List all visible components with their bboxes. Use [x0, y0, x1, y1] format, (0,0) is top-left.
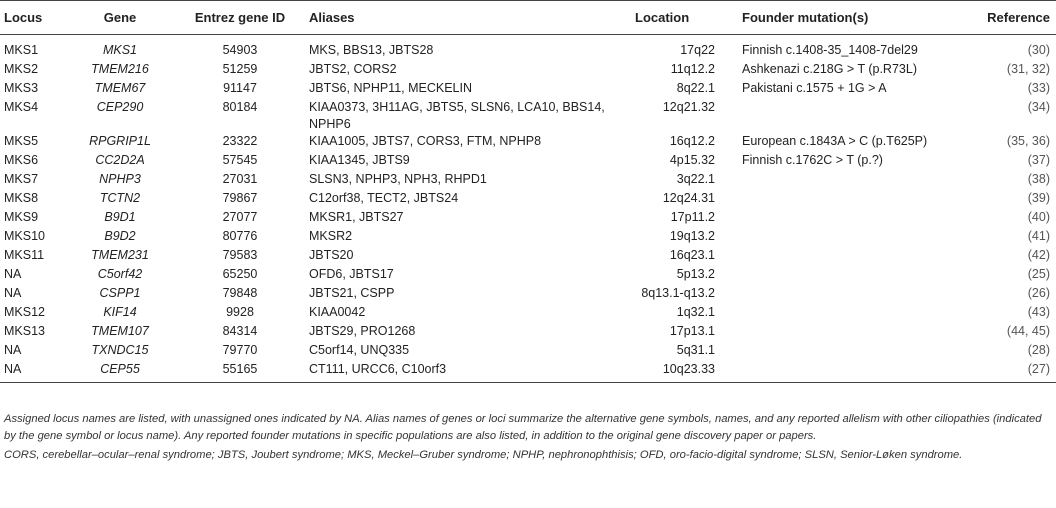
cell-founder	[738, 342, 970, 361]
cell-entrez: 79583	[222, 248, 258, 262]
cell-location: 10q23.33	[625, 361, 738, 383]
table-row	[0, 133, 1056, 152]
cell-location: 4p15.32	[669, 153, 715, 167]
cell-locus: NA	[4, 343, 22, 357]
cell-aliases: CT111, URCC6, C10orf3	[305, 361, 625, 383]
cell-location: 5q31.1	[676, 343, 715, 357]
cell-founder: Pakistani c.1575 + 1G > A	[742, 81, 887, 95]
cell-aliases: JBTS6, NPHP11, MECKELIN	[309, 81, 473, 95]
cell-entrez: 79770	[222, 343, 258, 357]
cell-founder	[738, 247, 970, 266]
cell-locus: NA	[0, 361, 65, 383]
cell-aliases: JBTS29, PRO1268	[309, 324, 416, 338]
cell-founder	[738, 266, 970, 285]
table-row	[0, 80, 1056, 99]
cell-location: 17p11.2	[670, 210, 715, 224]
table-row	[0, 190, 1056, 209]
cell-reference: (30)	[1027, 43, 1050, 57]
table-row	[0, 285, 1056, 304]
cell-reference: (25)	[1027, 267, 1050, 281]
cell-gene: CSPP1	[99, 286, 141, 300]
cell-location: 12q21.32	[662, 100, 715, 114]
cell-founder: Ashkenazi c.218G > T (p.R73L)	[742, 62, 917, 76]
cell-location: 16q23.1	[669, 248, 715, 262]
cell-location: 19q13.2	[669, 229, 715, 243]
cell-locus: MKS5	[4, 134, 39, 148]
cell-aliases: JBTS2, CORS2	[309, 62, 397, 76]
cell-locus: NA	[4, 286, 22, 300]
cell-entrez: 57545	[222, 153, 258, 167]
cell-entrez: 54903	[222, 43, 258, 57]
cell-founder	[738, 285, 970, 304]
table-row	[0, 361, 1056, 383]
cell-locus: MKS13	[4, 324, 45, 338]
header-gene: Gene	[65, 1, 175, 35]
cell-gene: TMEM67	[94, 81, 146, 95]
table-row	[0, 247, 1056, 266]
cell-entrez: 51259	[222, 62, 258, 76]
cell-location: 12q24.31	[662, 191, 715, 205]
cell-gene: B9D2	[104, 229, 136, 243]
cell-aliases: OFD6, JBTS17	[309, 267, 394, 281]
cell-gene: CEP55	[65, 361, 175, 383]
cell-entrez: 91147	[223, 81, 257, 95]
cell-founder: Finnish c.1762C > T (p.?)	[742, 153, 883, 167]
cell-gene: MKS1	[102, 43, 138, 57]
cell-entrez: 27031	[222, 172, 258, 186]
cell-aliases: C12orf38, TECT2, JBTS24	[309, 191, 459, 205]
cell-reference: (27)	[970, 361, 1056, 383]
cell-aliases: KIAA0042	[309, 305, 366, 319]
header-entrez: Entrez gene ID	[175, 1, 305, 35]
cell-locus: MKS11	[4, 248, 45, 262]
cell-location: 5p13.2	[676, 267, 715, 281]
cell-reference: (42)	[1027, 248, 1050, 262]
cell-reference: (41)	[1027, 229, 1050, 243]
cell-aliases: C5orf14, UNQ335	[309, 343, 410, 357]
cell-reference: (34)	[1027, 100, 1050, 114]
table-row	[0, 35, 1056, 62]
cell-location: 11q12.2	[670, 62, 715, 76]
table-footnotes	[4, 411, 1052, 464]
cell-gene: C5orf42	[97, 267, 143, 281]
cell-founder	[738, 209, 970, 228]
cell-reference: (43)	[1027, 305, 1050, 319]
cell-founder	[738, 304, 970, 323]
cell-founder	[738, 361, 970, 383]
header-row	[0, 1, 1056, 35]
cell-entrez: 79848	[222, 286, 258, 300]
cell-location: 17q22	[680, 43, 715, 57]
cell-aliases: KIAA1345, JBTS9	[309, 153, 410, 167]
cell-entrez: 84314	[222, 324, 258, 338]
header-aliases: Aliases	[305, 1, 625, 35]
cell-gene: RPGRIP1L	[89, 134, 151, 148]
cell-entrez: 80184	[222, 100, 258, 114]
table-row	[0, 342, 1056, 361]
header-reference: Reference	[970, 1, 1056, 35]
cell-reference: (38)	[1027, 172, 1050, 186]
cell-gene: B9D1	[104, 210, 136, 224]
cell-locus: MKS1	[4, 43, 39, 57]
cell-entrez: 80776	[222, 229, 258, 243]
cell-founder	[738, 171, 970, 190]
cell-entrez: 79867	[222, 191, 258, 205]
cell-entrez: 9928	[226, 305, 254, 319]
cell-aliases: MKSR2	[309, 229, 353, 243]
cell-founder	[738, 190, 970, 209]
cell-locus: MKS12	[4, 305, 45, 319]
cell-reference: (31, 32)	[1006, 62, 1050, 76]
cell-reference: (35, 36)	[1006, 134, 1050, 148]
cell-locus: MKS6	[4, 153, 39, 167]
table-row	[0, 171, 1056, 190]
cell-location: 8q13.1-q13.2	[641, 286, 715, 300]
cell-founder	[738, 228, 970, 247]
cell-reference: (44, 45)	[1006, 324, 1050, 338]
cell-gene: TMEM216	[91, 62, 149, 76]
cell-gene: TXNDC15	[91, 343, 149, 357]
cell-aliases: SLSN3, NPHP3, NPH3, RHPD1	[309, 172, 487, 186]
cell-location: 17p13.1	[669, 324, 715, 338]
cell-aliases: JBTS20	[309, 248, 354, 262]
cell-gene: NPHP3	[99, 172, 141, 186]
cell-founder: Finnish c.1408-35_1408-7del29	[742, 43, 918, 57]
header-location: Location	[625, 1, 738, 35]
cell-founder	[738, 99, 970, 133]
abbreviations-paragraph: CORS, cerebellar–ocular–renal syndrome; JBTS, Joubert syndrome; MKS, Meckel–Gruber syndrome; NPHP, nephronophthisis; OFD, oro-facio-digital syndrome; SLSN, Senior-Løken syndrome.	[4, 449, 963, 461]
cell-location: 16q12.2	[669, 134, 715, 148]
cell-reference: (39)	[1027, 191, 1050, 205]
cell-aliases: JBTS21, CSPP	[309, 286, 395, 300]
cell-entrez: 55165	[175, 361, 305, 383]
cell-reference: (40)	[1027, 210, 1050, 224]
table-row	[0, 209, 1056, 228]
cell-aliases: MKSR1, JBTS27	[309, 210, 404, 224]
cell-location: 3q22.1	[676, 172, 715, 186]
table-row	[0, 304, 1056, 323]
table-row	[0, 152, 1056, 171]
cell-locus: MKS2	[4, 62, 39, 76]
cell-aliases: MKS, BBS13, JBTS28	[309, 43, 434, 57]
cell-locus: MKS3	[4, 81, 39, 95]
cell-locus: MKS9	[4, 210, 39, 224]
cell-gene: CC2D2A	[95, 153, 145, 167]
footnote-paragraph: Assigned locus names are listed, with unassigned ones indicated by NA. Alias names of genes or loci summarize the alternative gene symbols, names, and any reported allelism with other ciliopathies (indicated by the gene symbol or locus name). Any reported founder mutations in specific populations are also listed, in addition to the original gene discovery paper or papers.	[4, 413, 1042, 442]
cell-reference: (26)	[1027, 286, 1050, 300]
header-founder: Founder mutation(s)	[738, 1, 970, 35]
table-row	[0, 99, 1056, 133]
cell-locus: MKS4	[4, 100, 39, 114]
cell-aliases: KIAA1005, JBTS7, CORS3, FTM, NPHP8	[309, 134, 542, 148]
cell-gene: KIF14	[103, 305, 137, 319]
cell-founder	[738, 323, 970, 342]
cell-location: 8q22.1	[676, 81, 715, 95]
cell-reference: (33)	[1027, 81, 1050, 95]
table-body	[0, 35, 1056, 383]
cell-reference: (28)	[1027, 343, 1050, 357]
cell-entrez: 23322	[222, 134, 258, 148]
table-row	[0, 61, 1056, 80]
cell-gene: TMEM107	[91, 324, 149, 338]
cell-reference: (37)	[1027, 153, 1050, 167]
cell-gene: TMEM231	[91, 248, 149, 262]
cell-aliases: KIAA0373, 3H11AG, JBTS5, SLSN6, LCA10, BBS14, NPHP6	[309, 100, 605, 131]
header-locus: Locus	[0, 1, 65, 35]
cell-locus: MKS10	[4, 229, 45, 243]
cell-location: 1q32.1	[676, 305, 715, 319]
cell-founder: European c.1843A > C (p.T625P)	[742, 134, 928, 148]
cell-entrez: 65250	[222, 267, 258, 281]
table-row	[0, 323, 1056, 342]
cell-entrez: 27077	[222, 210, 258, 224]
cell-locus: MKS7	[4, 172, 39, 186]
cell-gene: CEP290	[96, 100, 144, 114]
table-row	[0, 228, 1056, 247]
table-row	[0, 266, 1056, 285]
cell-gene: TCTN2	[99, 191, 141, 205]
cell-locus: NA	[4, 267, 22, 281]
cell-locus: MKS8	[4, 191, 39, 205]
